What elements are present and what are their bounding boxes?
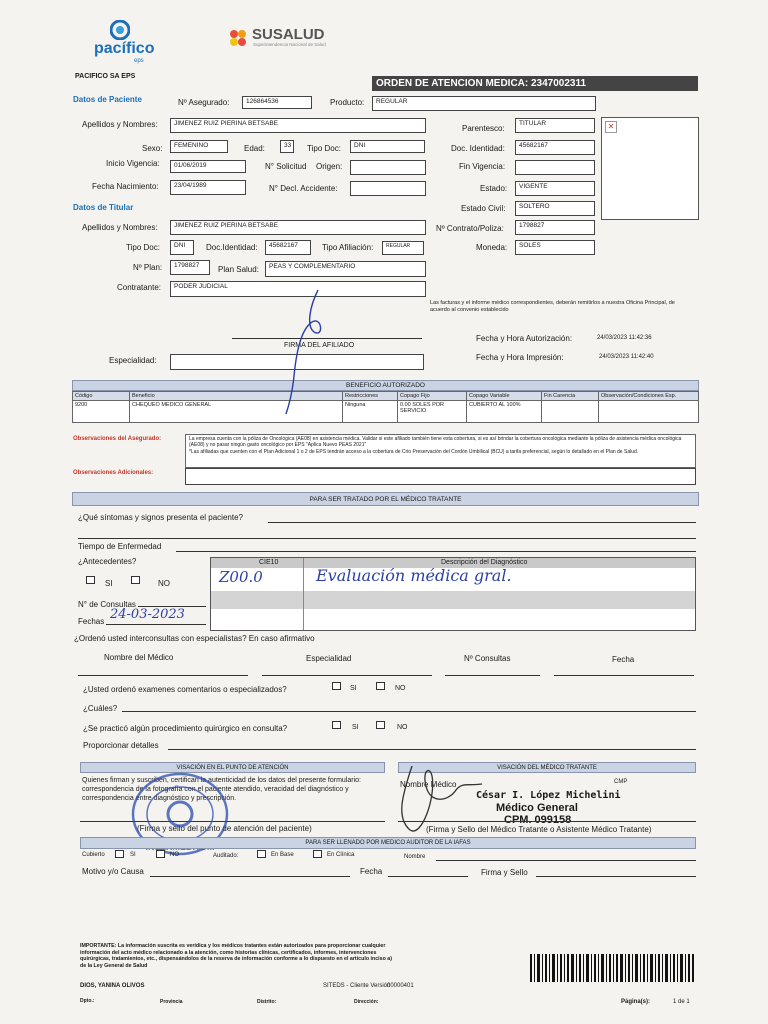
pacifico-logo-icon: [110, 20, 130, 40]
edad-label: Edad:: [244, 144, 265, 153]
sexo-label: Sexo:: [142, 144, 163, 153]
civil-label: Estado Civil:: [461, 204, 506, 213]
civil-value: SOLTERO: [515, 201, 595, 216]
hand-diag: Evaluación médica gral.: [316, 566, 512, 585]
antecedentes-no-checkbox[interactable]: [131, 576, 140, 584]
q-sintomas-line: [268, 522, 696, 523]
barcode: [530, 954, 694, 982]
susalud-logo-icon: [228, 28, 248, 48]
solicitud-label: N° Solicitud: [265, 162, 307, 171]
parentesco-value: TITULAR: [515, 118, 595, 133]
firma-afiliado: FIRMA DEL AFILIADO: [284, 342, 355, 349]
firma-punto-line: [80, 821, 385, 822]
finvig-value: [515, 160, 595, 175]
afiliacion-value: REGULAR: [382, 241, 424, 255]
benefit-cell: Ninguna: [343, 401, 398, 423]
accidente-label: N° Decl. Accidente:: [269, 184, 338, 193]
firma-sello-label: Firma y Sello: [481, 868, 528, 877]
titular-tipodoc-value: DNI: [170, 240, 194, 255]
diagnosis-table: [210, 557, 696, 631]
col-especialidad: Especialidad: [306, 654, 352, 663]
notice-facturas: Las facturas y el informe médico correspondientes, deberán remitirlos a nuestra Oficina Principal, de acuerdo al convenio establecido: [430, 300, 675, 313]
obs-adicionales-value: [185, 468, 696, 485]
antecedentes: ¿Antecedentes?: [78, 557, 137, 566]
interconsulta-line-4: [554, 675, 694, 676]
cmp-label: CMP: [614, 779, 628, 785]
quirurgico-si-checkbox[interactable]: [332, 721, 341, 729]
finvig-label: Fin Vigencia:: [459, 162, 506, 171]
firma-sello-punto: (Firma y sello del punto de atención del paciente): [137, 824, 312, 833]
examenes-no-checkbox[interactable]: [376, 682, 385, 690]
col-fecha: Fecha: [612, 655, 635, 664]
footer-distrito: Distrito:: [257, 999, 277, 1005]
photo-missing-icon: ✕: [605, 121, 617, 133]
cubierto-no-checkbox[interactable]: [156, 850, 165, 858]
origen-value: [350, 160, 426, 175]
diagnosis-row2-bg: [211, 591, 695, 609]
contratante-label: Contratante:: [117, 283, 162, 292]
cie10-header: CIE10: [259, 559, 279, 566]
benefit-cell: CUBIERTO AL 100%: [467, 401, 542, 423]
quirurgico-si: SI: [352, 724, 359, 731]
asegurado-value: 126864536: [242, 96, 312, 109]
footer-dpto: Dpto.:: [80, 998, 95, 1004]
benefit-header: Restricciones: [343, 392, 398, 401]
interconsulta-line-1: [78, 675, 248, 676]
fechas-label: Fechas: [78, 617, 105, 626]
contratante-value: PODER JUDICIAL: [170, 281, 426, 297]
interconsulta-line-2: [262, 675, 432, 676]
afiliacion-label: Tipo Afiliación:: [322, 243, 374, 252]
asegurado-label: Nº Asegurado:: [178, 98, 230, 107]
footer-pagina-val: 1 de 1: [673, 999, 690, 1005]
parentesco-label: Parentesco:: [462, 124, 505, 133]
susalud-name: SUSALUD: [252, 26, 325, 43]
firma-line: [536, 876, 696, 877]
q-quirurgico: ¿Se practicó algún procedimiento quirúrgico en consulta?: [83, 724, 288, 733]
footer-direccion: Dirección:: [354, 999, 379, 1005]
fnac-value: 23/04/1989: [170, 180, 246, 195]
especialidad-label: Especialidad:: [109, 356, 157, 365]
antecedentes-si-checkbox[interactable]: [86, 576, 95, 584]
importante: IMPORTANTE: La información suscrita es verídica y los médicos tratantes están autorizados para proporcionar cualquier información del acto médico relacionado a la atención, como historias clínicas, certificados, informes, intervenciones quirúrgicas, tratamientos, etc., dispensándolos de la reserva de información conforme a lo dispuesto en el artículo inciso a) de la Ley General de Salud: [80, 943, 393, 969]
titular-nombres-value: JIMENEZ RUIZ PIERINA BETSABE: [170, 220, 426, 235]
antecedentes-no: NO: [158, 579, 170, 588]
tiempo-line: [176, 551, 696, 552]
nombres-label: Apellidos y Nombres:: [82, 120, 158, 129]
examenes-si: SI: [350, 685, 357, 692]
col-consultas: Nº Consultas: [464, 654, 511, 663]
visacion-medico-bar: VISACIÓN DEL MÉDICO TRATANTE: [398, 762, 696, 773]
q-sintomas: ¿Qué síntomas y signos presenta el paciente?: [78, 513, 243, 522]
tipodoc-label: Tipo Doc:: [307, 144, 341, 153]
titular-tipodoc-label: Tipo Doc:: [126, 243, 160, 252]
order-title: ORDEN DE ATENCION MEDICA: 2347002311: [376, 78, 587, 89]
en-clinica-checkbox[interactable]: [313, 850, 322, 858]
benefit-cell: [542, 401, 599, 423]
cubierto-no: NO: [170, 852, 179, 858]
cubierto-si-checkbox[interactable]: [115, 850, 124, 858]
plansalud-label: Plan Salud:: [218, 265, 259, 274]
susalud-logo: [228, 26, 348, 52]
medico-signature: [392, 756, 492, 836]
benefit-header: Beneficio: [130, 392, 343, 401]
obs-adicionales-label: Observaciones Adicionales:: [73, 470, 154, 476]
stamp-title: Médico General: [496, 802, 578, 814]
hand-cie: Z00.0: [219, 568, 263, 586]
cuales-line: [122, 711, 696, 712]
titular-docid-value: 45682167: [265, 240, 311, 255]
impresion-value: 24/03/2023 11:42:40: [599, 354, 654, 360]
en-base-checkbox[interactable]: [257, 850, 266, 858]
hand-fecha: 24-03-2023: [110, 607, 185, 622]
company-name: PACIFICO SA EPS: [75, 73, 136, 80]
footer-pagina: Página(s):: [621, 999, 651, 1005]
quirurgico-no-checkbox[interactable]: [376, 721, 385, 729]
benefit-header: Observación/Condiciones Esp.: [599, 392, 699, 401]
antecedentes-si: SI: [105, 579, 113, 588]
patient-section-title: Datos de Paciente: [73, 95, 142, 104]
footer-version: SITEDS - Cliente Versión: [323, 983, 391, 989]
footer-user: DIOS, YANINA OLIVOS: [80, 983, 145, 989]
tiempo-enfermedad: Tiempo de Enfermedad: [78, 542, 162, 551]
obs-asegurado-text2: *Las afiliadas que cuenten con el Plan Adicional 1 o 2 de EPS tendrán acceso a la cobertura de Crio Preservación del Cordón Umbilical (BCU) a tarifa preferencial, según lo detallado en el Plan de Salud.: [189, 448, 639, 455]
auditor-section-bar: PARA SER LLENADO POR MEDICO AUDITOR DE LA IAFAS: [80, 837, 696, 849]
producto-value: REGULAR: [372, 96, 596, 111]
docid-label: Doc. Identidad:: [451, 144, 505, 153]
auditado-label: Auditado:: [213, 853, 239, 859]
firma-sello-medico: (Firma y Sello del Médico Tratante o Asistente Médico Tratante): [426, 825, 652, 834]
inicio-label: Inicio Vigencia:: [106, 159, 160, 168]
interconsulta-line-3: [445, 675, 540, 676]
stamp-cmp: CPM. 099158: [504, 814, 572, 826]
q-interconsultas: ¿Ordenó usted interconsultas con especialistas? En caso afirmativo: [74, 634, 315, 643]
benefit-header: Fin Carencia: [542, 392, 599, 401]
susalud-sub: Superintendencia Nacional de Salud: [253, 42, 326, 47]
fecha-label: Fecha: [360, 867, 383, 876]
fecha-line: [388, 876, 468, 877]
moneda-label: Moneda:: [476, 243, 508, 252]
pacifico-logo: [92, 20, 155, 68]
quirurgico-no: NO: [397, 724, 408, 731]
plansalud-value: PEAS Y COMPLEMENTARIO: [265, 261, 426, 277]
benefit-header: Copago Variable: [467, 392, 542, 401]
benefit-cell: [599, 401, 699, 423]
nombres-value: JIMENEZ RUIZ PIERINA BETSABE: [170, 118, 426, 133]
examenes-si-checkbox[interactable]: [332, 682, 341, 690]
autorizacion-value: 24/03/2023 11:42:36: [597, 335, 652, 341]
docid-value: 45682167: [515, 140, 595, 155]
en-clinica: En Clínica: [327, 852, 355, 858]
benefit-header-row: [73, 392, 699, 401]
benefit-header: Copago Fijo: [398, 392, 467, 401]
visacion-punto-bar: VISACIÓN EN EL PUNTO DE ATENCIÓN: [80, 762, 385, 773]
q-sintomas-line2: [78, 538, 696, 539]
col-nombre: Nombre del Médico: [104, 653, 174, 662]
plan-label: Nº Plan:: [133, 263, 163, 272]
q-examenes: ¿Usted ordenó examenes comentarios o especializados?: [83, 685, 287, 694]
inicio-value: 01/06/2019: [170, 160, 246, 173]
autorizacion-label: Fecha y Hora Autorización:: [476, 334, 573, 343]
diag-header: Descripción del Diagnóstico: [441, 559, 528, 566]
cubierto-label: Cubierto: [82, 852, 105, 858]
proporcionar-line: [168, 749, 696, 750]
edad-value: 33: [280, 140, 294, 153]
stamp-name: César I. López Michelini: [476, 790, 621, 801]
obs-asegurado-label: Observaciones del Asegurado:: [73, 436, 162, 442]
footer-provincia: Provincia: [160, 999, 183, 1005]
nombre-medico-label: Nombre Médico: [400, 780, 457, 789]
benefit-header: Código: [73, 392, 130, 401]
obs-asegurado-box: [185, 434, 696, 468]
contrato-label: Nº Contrato/Poliza:: [436, 224, 504, 233]
plan-value: 1798827: [170, 260, 210, 275]
pacifico-sub: eps: [134, 58, 144, 64]
medico-section-bar: PARA SER TRATADO POR EL MÉDICO TRATANTE: [72, 492, 699, 506]
motivo-causa: Motivo y/o Causa: [82, 867, 144, 876]
benefit-cell: 0.00 SOLES POR SERVICIO: [398, 401, 467, 423]
benefit-cell: 9200: [73, 401, 130, 423]
titular-nombres-label: Apellidos y Nombres:: [82, 223, 158, 232]
tipodoc-value: DNI: [350, 140, 425, 153]
moneda-value: SOLES: [515, 240, 595, 255]
fnac-label: Fecha Nacimiento:: [92, 182, 159, 191]
benefit-title: BENEFICIO AUTORIZADO: [72, 380, 699, 391]
benefit-cell: CHEQUEO MEDICO GENERAL: [130, 401, 343, 423]
certifica-text: Quienes firman y suscriben, certifican la autenticidad de los datos del presente formulario: correspondencia de la fotografía con el paciente atendido, veracidad del diagnóstico y correspondencia entre diagnóstico y prescripción.: [82, 777, 361, 802]
examenes-no: NO: [395, 685, 406, 692]
sexo-value: FEMENINO: [170, 140, 228, 153]
nombre-small: Nombre: [404, 854, 426, 860]
accidente-value: [350, 181, 426, 196]
q-cuales: ¿Cuáles?: [83, 704, 118, 713]
benefit-row: [73, 401, 699, 423]
diagnosis-divider: [303, 558, 304, 630]
en-base: En Base: [271, 852, 294, 858]
estado-label: Estado:: [480, 184, 508, 193]
pacifico-name: pacífico: [94, 40, 155, 57]
footer-version-num: 00000401: [387, 983, 414, 989]
titular-docid-label: Doc.Identidad:: [206, 243, 258, 252]
producto-label: Producto:: [330, 98, 365, 107]
proporcionar: Proporcionar detalles: [83, 741, 159, 750]
estado-value: VIGENTE: [515, 181, 595, 196]
motivo-line: [150, 876, 350, 877]
obs-asegurado-text1: La empresa cuenta con la póliza de Oncológica (AE08) en asistencia médica. Validar si este afiliado también tiene esta cobertura, si es así brindar la cobertura oncológica mediante la póliza de asistencia médica oncológica (AE08) y no pasar ningún gasto oncológico por EPS "Aplica Nuevo PEAS 2021": [189, 436, 682, 449]
benefit-table: [72, 391, 699, 423]
contrato-value: 1798827: [515, 220, 595, 235]
fechas-line: [106, 624, 206, 625]
num-consultas: N° de Consultas: [78, 600, 136, 609]
impresion-label: Fecha y Hora Impresión:: [476, 353, 564, 362]
auditor-nombre-line: [436, 860, 696, 861]
cubierto-si: SI: [130, 852, 136, 858]
afiliado-signature: [282, 286, 336, 416]
origen-label: Origen:: [316, 162, 343, 171]
titular-section-title: Datos de Titular: [73, 203, 134, 212]
